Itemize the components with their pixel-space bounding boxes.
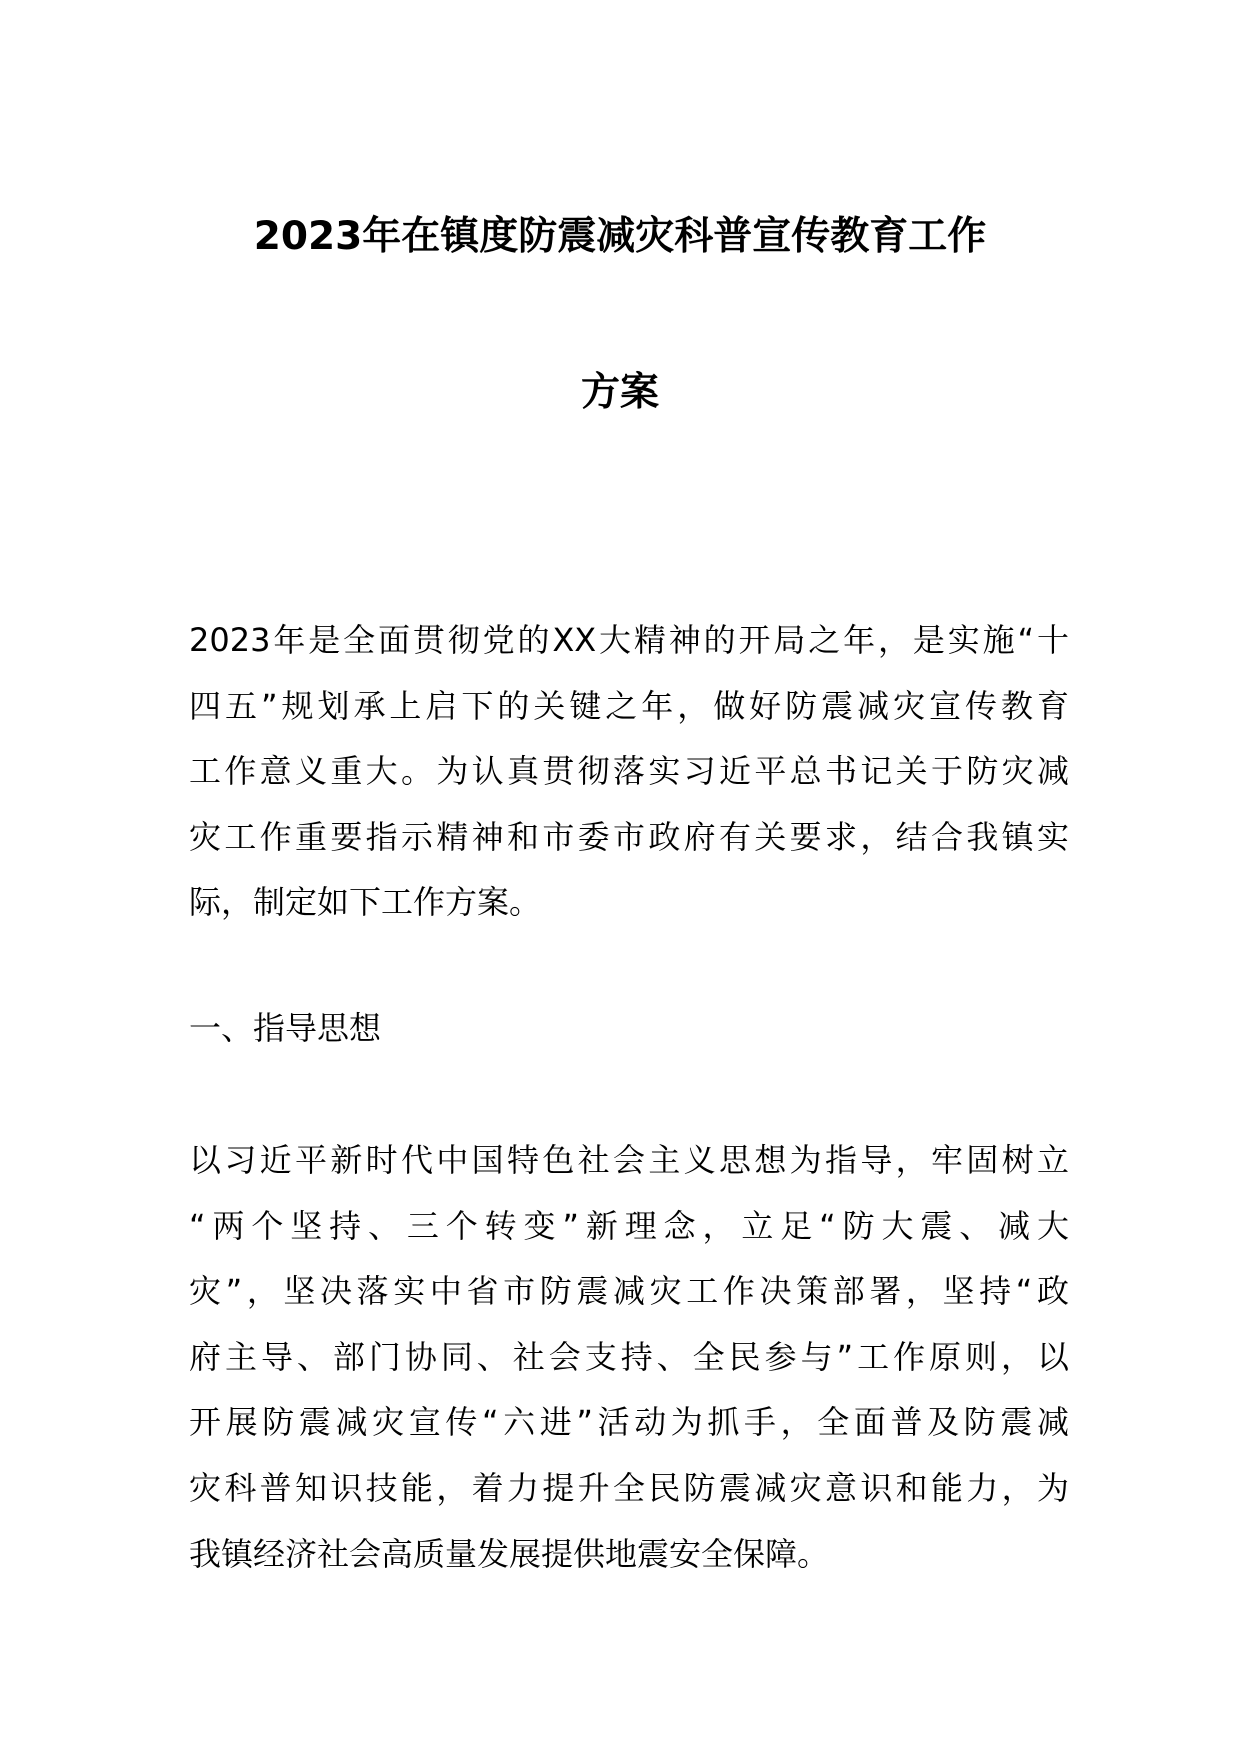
document-title-line-2: 方案	[580, 370, 659, 415]
paragraph-line: 四五”规划承上启下的关键之年，做好防震减灾宣传教育	[189, 686, 1069, 725]
paragraph-line: 工作意义重大。为认真贯彻落实习近平总书记关于防灾减	[189, 752, 1069, 791]
paragraph-line: 际，制定如下工作方案。	[189, 883, 542, 922]
paragraph-line: “两个坚持、三个转变”新理念，立足“防大震、减大	[189, 1206, 1069, 1245]
paragraph-line: 2023年是全面贯彻党的XX大精神的开局之年，是实施“十	[189, 621, 1069, 659]
paragraph-line: 以习近平新时代中国特色社会主义思想为指导，牢固树立	[189, 1141, 1069, 1179]
paragraph-line: 灾工作重要指示精神和市委市政府有关要求，结合我镇实	[189, 817, 1069, 856]
section-paragraph	[189, 1128, 1069, 1587]
intro-paragraph	[189, 608, 1069, 936]
section-heading: 一、指导思想	[189, 1009, 382, 1047]
paragraph-line: 灾科普知识技能，着力提升全民防震减灾意识和能力，为	[189, 1468, 1069, 1507]
document-title-line-1: 2023年在镇度防震减灾科普宣传教育工作	[253, 214, 987, 259]
paragraph-line: 灾”，坚决落实中省市防震减灾工作决策部署，坚持“政	[189, 1272, 1069, 1311]
paragraph-line: 府主导、部门协同、社会支持、全民参与”工作原则，以	[189, 1337, 1069, 1376]
paragraph-line: 开展防震减灾宣传“六进”活动为抓手，全面普及防震减	[189, 1403, 1069, 1442]
paragraph-line: 我镇经济社会高质量发展提供地震安全保障。	[189, 1534, 830, 1573]
